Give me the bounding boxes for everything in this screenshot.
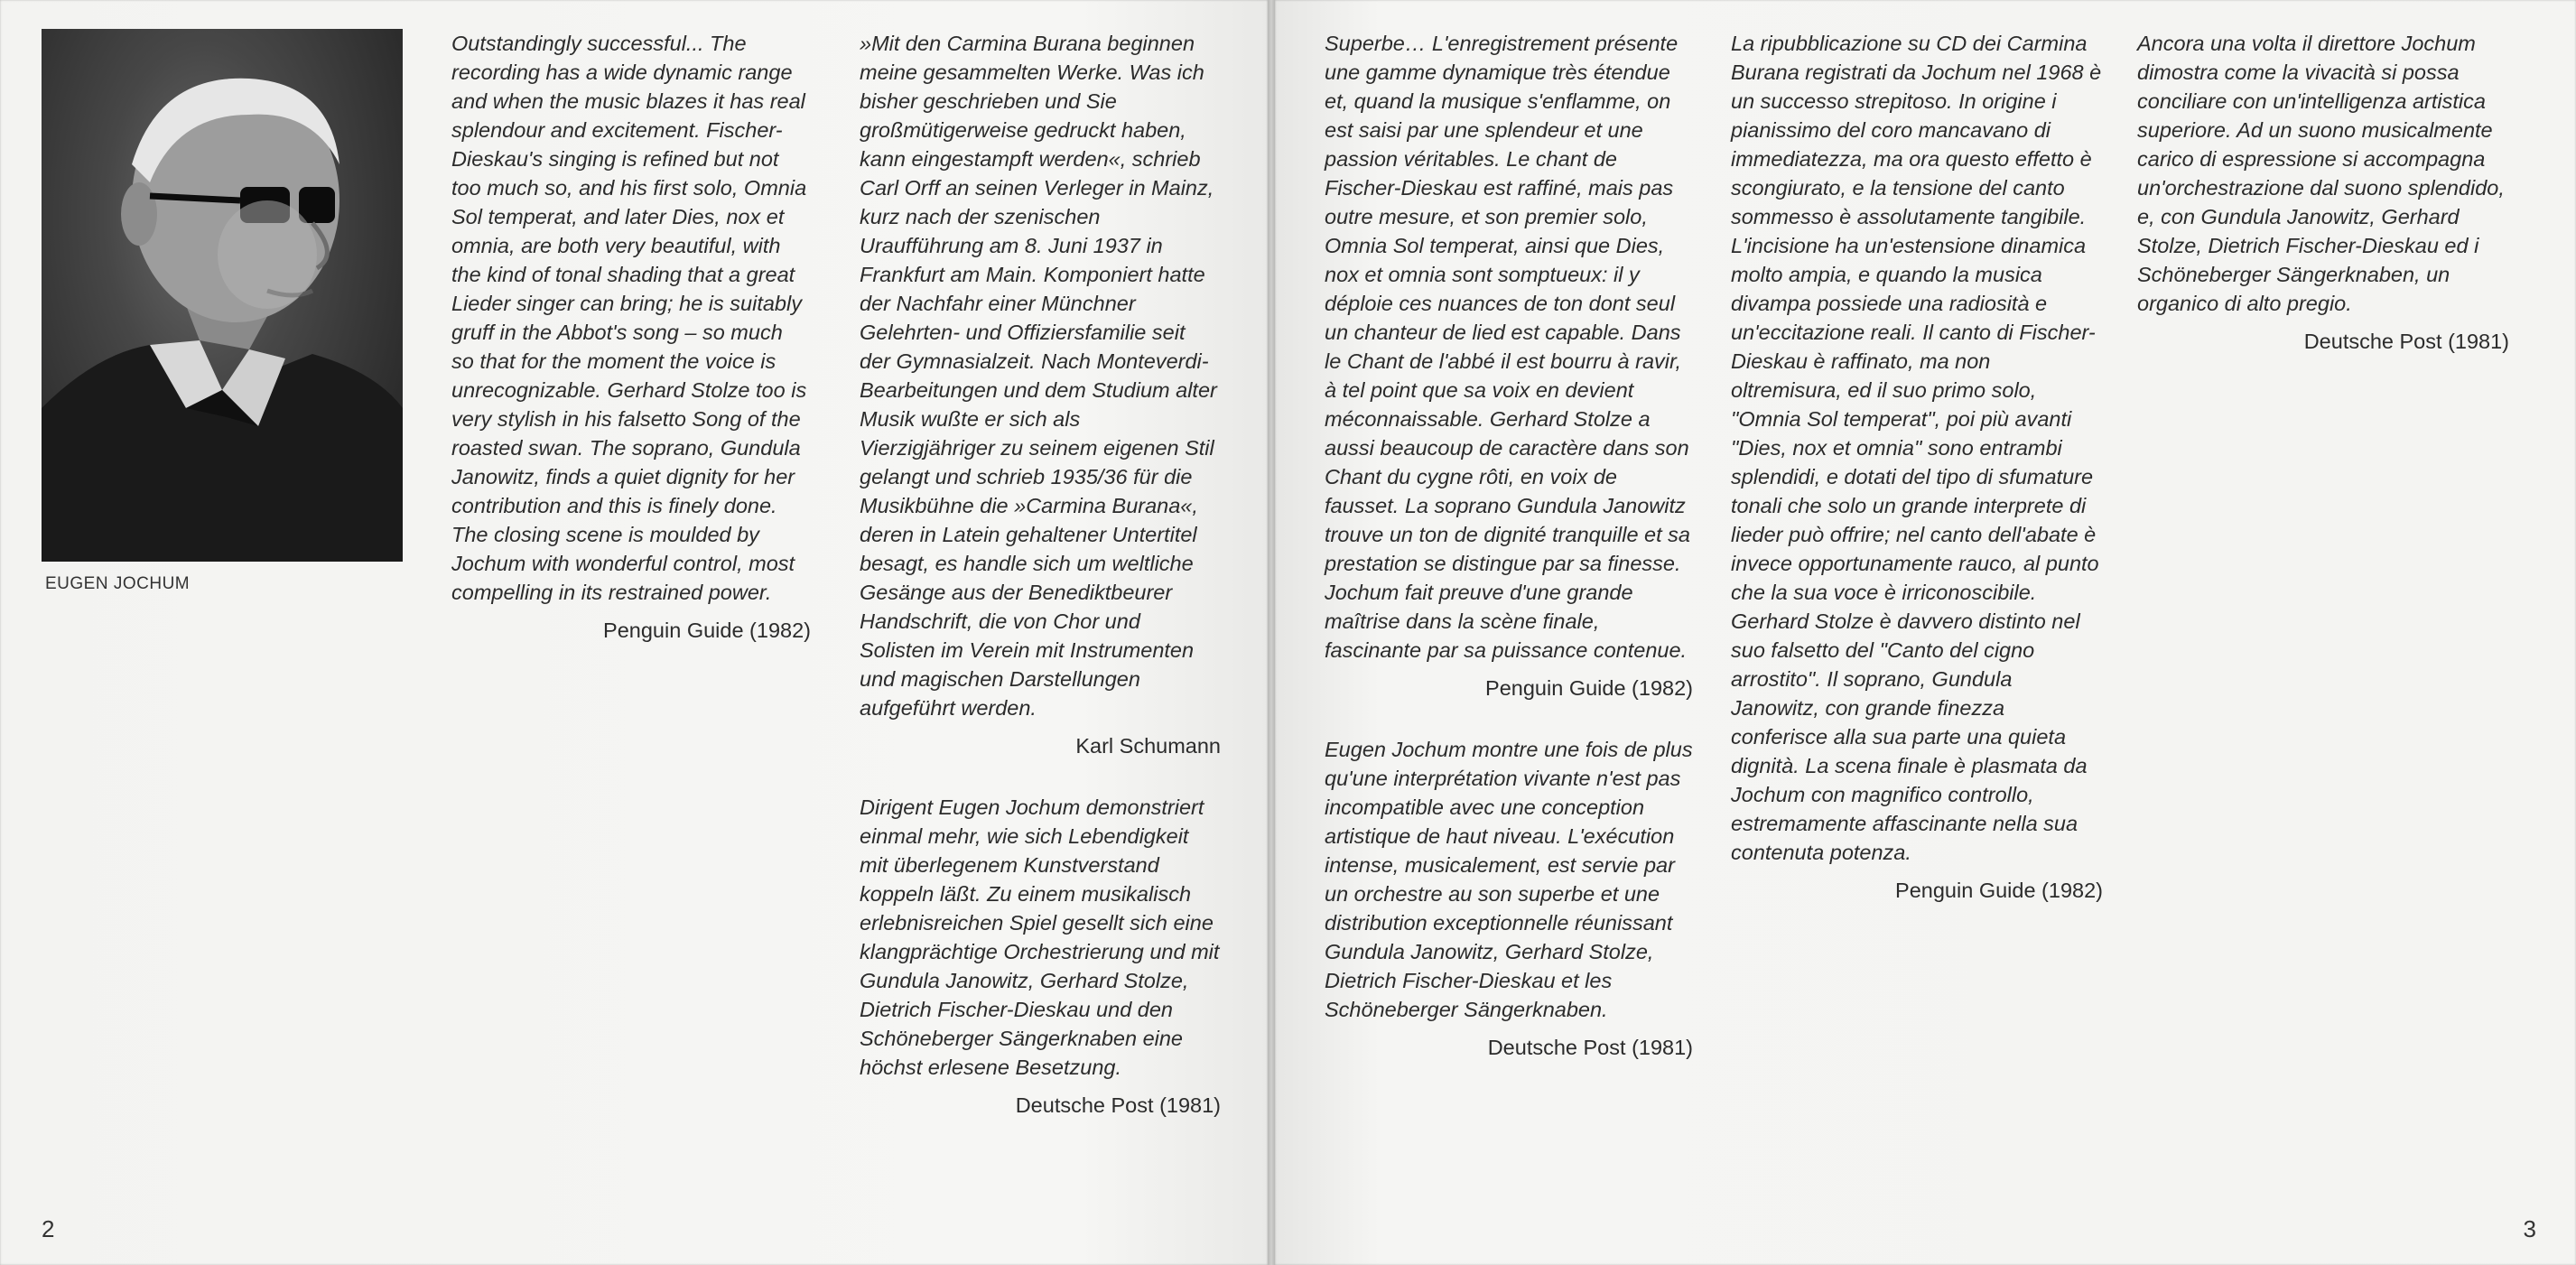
text-column-french bbox=[1325, 29, 1693, 1062]
french-review-source-2: Deutsche Post (1981) bbox=[1487, 1036, 1693, 1059]
german-intro-source: Karl Schumann bbox=[1075, 734, 1221, 758]
english-review-text: Outstandingly successful... The recording has a wide dynamic range and when the music blazes it has real splendour and excitement. Fischer-Dieskau's singing is refined but not too much so, and his first solo, Omnia Sol temperat, and later Dies, nox et omnia, are both very beautiful, with the kind of tonal shading that a great Lieder singer can bring; he is suitably gruff in the Abbot's song – so much so that for the moment the voice is unrecognizable. Gerhard Stolze too is very stylish in his falsetto Song of the roasted swan. The soprano, Gundula Janowitz, finds a quiet dignity for her contribution and this is finely done. The closing scene is moulded by Jochum with wonderful control, most compelling in its restrained power. bbox=[451, 32, 807, 604]
italian-review-source: Penguin Guide (1982) bbox=[1895, 879, 2103, 902]
text-column-italian-2 bbox=[2137, 29, 2509, 356]
book-gutter bbox=[1268, 0, 1275, 1265]
german-review-source: Deutsche Post (1981) bbox=[1015, 1093, 1221, 1117]
italian-review-source-2: Deutsche Post (1981) bbox=[2303, 330, 2509, 353]
english-review-source: Penguin Guide (1982) bbox=[603, 619, 811, 642]
french-review-source: Penguin Guide (1982) bbox=[1485, 676, 1693, 700]
photo-caption: EUGEN JOCHUM bbox=[45, 574, 191, 593]
german-intro-text: »Mit den Carmina Burana beginnen meine gesammelten Werke. Was ich bisher geschrieben und Sie großmütigerweise gedruckt haben, kann eingestampft werden«, schrieb Carl Orff an seinen Verleger in Mainz, kurz nach der szenischen Uraufführung am 8. Juni 1937 in Frankfurt am Main. Komponiert hatte der Nachfahr einer Münchner Gelehrten- und Offiziersfamilie seit der Gymnasialzeit. Nach Monteverdi-Bearbeitungen und dem Studium alter Musik wußte er sich als Vierzigjähriger zu seinem eigenen Stil gelangt und schrieb 1935/36 für die Musikbühne die »Carmina Burana«, deren in Latein gehaltener Untertitel besagt, es handle sich um weltliche Gesänge aus der Benediktbeurer Handschrift, die von Chor und Solisten im Verein mit Instrumenten und magischen Darstellungen aufgeführt werden. bbox=[860, 32, 1217, 720]
german-review-text: Dirigent Eugen Jochum demonstriert einmal mehr, wie sich Lebendigkeit mit überlegenem Kunstverstand koppeln läßt. Zu einem musikalisch erlebnisreichen Spiel gesellt sich eine klangprächtige Orchestrierung und mit Gundula Janowitz, Gerhard Stolze, Dietrich Fischer-Dieskau und den Schöneberger Sängerknaben eine höchst erlesene Besetzung. bbox=[860, 795, 1220, 1079]
french-review-text: Superbe… L'enregistrement présente une gamme dynamique très étendue et, quand la musique s'enflamme, on est saisi par une splendeur et une passion véritables. Le chant de Fischer-Dieskau est raffiné, mais pas outre mesure, et son premier solo, Omnia Sol temperat, ainsi que Dies, nox et omnia sont somptueux: il y déploie ces nuances de ton dont seul un chanteur de lied est capable. Dans le Chant de l'abbé il est bourru à ravir, à tel point que sa voix en devient méconnaissable. Gerhard Stolze a aussi beaucoup de caractère dans son Chant du cygne rôti, en voix de fausset. La soprano Gundula Janowitz trouve un ton de dignité tranquille et sa prestation se distingue par sa finesse. Jochum fait preuve d'une grande maîtrise dans la scène finale, fascinante par sa puissance contenue. bbox=[1325, 32, 1690, 662]
page-number-right: 3 bbox=[2523, 1215, 2536, 1242]
text-column-italian bbox=[1731, 29, 2103, 905]
italian-review-text-2: Ancora una volta il direttore Jochum dimostra come la vivacità si possa conciliare con un'intelligenza artistica superiore. Ad un suono musicalmente carico di espressione si accompagna un'orchestrazione dal suono splendido, e, con Gundula Janowitz, Gerhard Stolze, Dietrich Fischer-Dieskau ed i Schöneberger Sängerknaben, un organico di alto pregio. bbox=[2137, 32, 2505, 315]
text-column-german bbox=[860, 29, 1221, 1120]
italian-review-text: La ripubblicazione su CD dei Carmina Burana registrati da Jochum nel 1968 è un successo strepitoso. In origine i pianissimo del coro mancavano di immediatezza, ma ora questo effetto è scongiurato, e la tensione del canto sommesso è assolutamente tangibile. L'incisione ha un'estensione dinamica molto ampia, e quando la musica divampa possiede una radiosità e un'eccitazione reali. Il canto di Fischer-Dieskau è raffinato, ma non oltremisura, ed il suo primo solo, "Omnia Sol temperat", poi più avanti "Dies, nox et omnia" sono entrambi splendidi, e dotati del tipo di sfumature tonali che solo un grande interprete di lieder può offrire; nel canto dell'abate è invece opportunamente rauco, al punto che la sua voce è irriconoscibile. Gerhard Stolze è davvero distinto nel suo falsetto del "Canto del cigno arrostito". Il soprano, Gundula Janowitz, con grande finezza conferisce alla sua parte una quieta dignità. La scena finale è plasmata da Jochum con magnifico controllo, estremamente affascinante nella sua contenuta potenza. bbox=[1731, 32, 2102, 864]
page-number-left: 2 bbox=[42, 1215, 55, 1242]
left-page bbox=[0, 0, 1268, 1265]
portrait-illustration bbox=[42, 29, 403, 562]
conductor-portrait-photo bbox=[42, 29, 403, 562]
right-page bbox=[1275, 0, 2576, 1265]
text-column-english bbox=[451, 29, 811, 645]
french-review-text-2: Eugen Jochum montre une fois de plus qu'une interprétation vivante n'est pas incompatible avec une conception artistique de haut niveau. L'exécution intense, musicalement, est servie par un orchestre au son superbe et une distribution exceptionnelle réunissant Gundula Janowitz, Gerhard Stolze, Dietrich Fischer-Dieskau et les Schöneberger Sängerknaben. bbox=[1325, 738, 1693, 1021]
